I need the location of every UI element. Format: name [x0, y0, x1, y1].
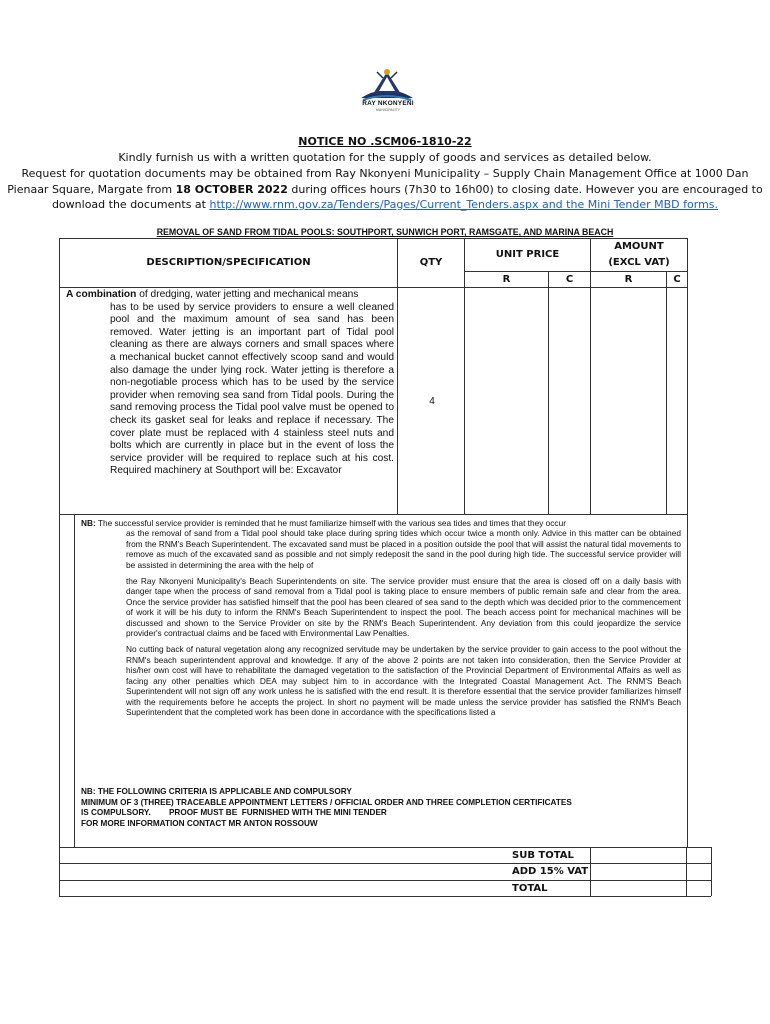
- logo-subtext: MUNICIPALITY: [375, 108, 401, 112]
- header-qty: QTY: [419, 257, 443, 268]
- nb-paragraph-2: the Ray Nkonyeni Municipality's Beach Superintendents on site. The service provider must ensure that the area is closed off on a daily basis with danger tape when the process of sand removal from a Tidal pool is taking place to ensure members of public remain safe and clear from the area. Once the service provider has satisfied himself that the pool has been cleared of sea sand to the depth which was decided prior to the commencement of work it will be his duty to inform the RNM's Beach Superintendent to inspect the pool. The beach access point for mechanical machines will be discussed and shown to the Service Provider on site by the RNM's Beach Superintendent. Any deviation from this could jeopardize the service provider's contractual claims and be faced with Environmental Law Penalties.: [126, 576, 681, 639]
- intro-line-1: Kindly furnish us with a written quotation for the supply of goods and services as detailed below.: [118, 151, 652, 164]
- intro-line-3: [0, 182, 770, 198]
- item-quantity: 4: [429, 396, 435, 407]
- total-label: TOTAL: [512, 883, 548, 894]
- intro-line-3a: Pienaar Square, Margate from: [7, 183, 176, 196]
- header-unit-cents: C: [565, 274, 574, 285]
- header-unit-price: UNIT PRICE: [495, 249, 560, 260]
- desc-bold: A combination: [66, 289, 137, 300]
- header-amount-cents: C: [673, 274, 681, 285]
- header-amount-rand: R: [624, 274, 633, 285]
- item-description: [66, 289, 394, 478]
- logo-text: RAY NKONYENI: [362, 100, 414, 107]
- logo-emblem-icon: [355, 64, 419, 104]
- desc-first-line: of dredging, water jetting and mechanical means: [136, 289, 359, 300]
- intro-line-2: Request for quotation documents may be obtained from Ray Nkonyeni Municipality – Supply Chain Management Office at 1000 Dan: [21, 167, 749, 180]
- criteria-line-3: IS COMPULSORY. PROOF MUST BE FURNISHED WITH THE MINI TENDER: [81, 808, 387, 817]
- nb-notes: [81, 518, 681, 717]
- nb-paragraph-3: No cutting back of natural vegetation along any recognized servitude may be undertaken by the service provider to gain access to the pool without the RNM's beach superintendent approval and knowledge. If any of the above 2 points are not taken into consideration, then the Service Provider at his/her own cost will have to rehabilitate the damaged vegetation to the satisfaction of the Provincial Department of Environmental Affairs as well as facing any other penalties which DEA may subject him to in accordance with the Integrated Coastal Management Act. The RNM'S Beach Superintendent will not sign off any work unless he is satisfied with the end result. It is therefore essential that the service provider familiarizes himself with the requirements before he accepts the project. In short no payment will be made unless the service provider has satisfied the RNM's Beach Superintendent that the completed work has been done in accordance with the specifications listed a: [126, 644, 681, 717]
- nb-paragraph-1: as the removal of sand from a Tidal pool should take place during spring tides which occur twice a month only. Advice in this matter can be obtained from the RNM's Beach Superintendent. The excavated sand must be placed in a position outside the pool that will assist the natural tidal movements to remove as much of the excavated sand as possible and not simply redeposit the sand in the pool during high tide. The successful service provider will be assisted in determining the area with the help of: [126, 528, 681, 570]
- criteria-line-2: MINIMUM OF 3 (THREE) TRACEABLE APPOINTMENT LETTERS / OFFICIAL ORDER AND THREE COMPLETION CERTIFICATES: [81, 797, 572, 807]
- closing-date: 18 OCTOBER 2022: [175, 183, 288, 196]
- notice-number: NOTICE NO .SCM06-1810-22: [298, 135, 472, 148]
- header-description: DESCRIPTION/SPECIFICATION: [146, 257, 311, 268]
- criteria-block: [81, 787, 691, 829]
- nb-first-line: The successful service provider is reminded that he must familiarize himself with the various sea tides and times that they occur: [95, 518, 566, 528]
- intro-line-3b: during offices hours (7h30 to 16h00) to closing date. However you are encouraged to: [287, 183, 763, 196]
- criteria-line-1: NB: THE FOLLOWING CRITERIA IS APPLICABLE AND COMPULSORY: [81, 787, 352, 796]
- vat-label: ADD 15% VAT: [512, 866, 589, 877]
- tenders-link[interactable]: http://www.rnm.gov.za/Tenders/Pages/Current_Tenders.aspx and the Mini Tender MBD forms.: [209, 198, 719, 211]
- table-title: REMOVAL OF SAND FROM TIDAL POOLS: SOUTHPORT, SUNWICH PORT, RAMSGATE, AND MARINA BEACH: [156, 227, 614, 237]
- intro-line-4: [0, 197, 770, 213]
- desc-body: has to be used by service providers to ensure a well cleaned pool and the maximum amount of sea sand has been removed. Water jetting is an important part of Tidal pool cleaning as there are always corners and small spaces where a mechanical bucket cannot effectively scoop sand and would also damage the under lying rock. Water jetting is therefore a non-negotiable process which has to be used by the service provider when removing sea sand from Tidal pools. During the sand removing process the Tidal pool valve must be opened to check its gasket seal for leaks and replace if necessary. The cover plate must be replaced with 4 stainless steel nuts and bolts which are currently in place but in the event of loss the service provider will be required to replace such at his cost. Required machinery at Southport will be: Excavator: [110, 301, 394, 477]
- intro-line-4a: download the documents at: [51, 198, 210, 211]
- criteria-line-4: FOR MORE INFORMATION CONTACT MR ANTON ROSSOUW: [81, 818, 318, 828]
- nb-label: NB:: [81, 518, 96, 528]
- subtotal-label: SUB TOTAL: [512, 850, 574, 861]
- header-amount: AMOUNT: [614, 241, 664, 252]
- header-unit-rand: R: [502, 274, 511, 285]
- header-excl-vat: (EXCL VAT): [608, 257, 670, 268]
